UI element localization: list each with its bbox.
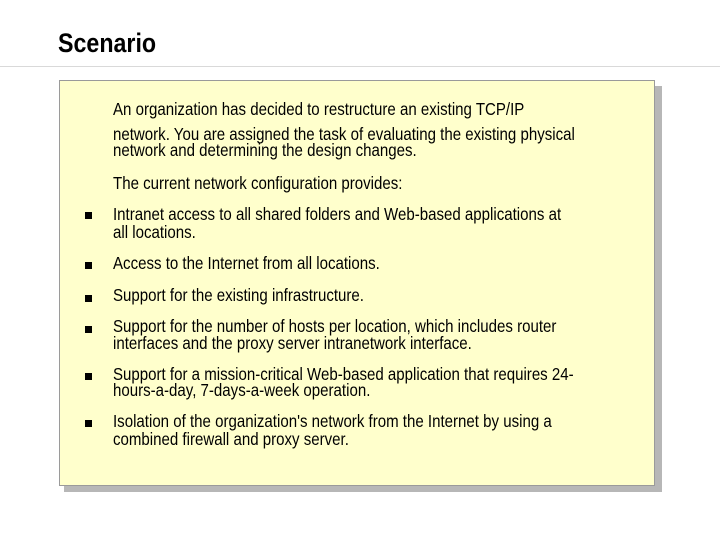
bullet-5-line-2: hours-a-day, 7-days-a-week operation. [113, 380, 371, 400]
subheading: The current network configuration provides: [113, 173, 403, 193]
square-bullet-icon [85, 262, 92, 269]
bullet-4-line-2: interfaces and the proxy server intranetwork interface. [113, 333, 472, 353]
intro-line-2: network. You are assigned the task of evaluating the existing physical [113, 124, 575, 144]
bullet-5-line-1: Support for a mission-critical Web-based application that requires 24- [113, 364, 574, 384]
bullet-1-line-1: Intranet access to all shared folders and Web-based applications at [113, 204, 562, 224]
intro-line-1: An organization has decided to restructure an existing TCP/IP [113, 99, 525, 119]
title-divider [0, 66, 720, 67]
square-bullet-icon [85, 295, 92, 302]
bullet-6-line-2: combined firewall and proxy server. [113, 429, 349, 449]
square-bullet-icon [85, 326, 92, 333]
slide-title: Scenario [58, 28, 157, 58]
bullet-2-line-1: Access to the Internet from all locations. [113, 253, 380, 273]
square-bullet-icon [85, 373, 92, 380]
square-bullet-icon [85, 212, 92, 219]
bullet-6-line-1: Isolation of the organization's network from the Internet by using a [113, 411, 552, 431]
square-bullet-icon [85, 420, 92, 427]
bullet-4-line-1: Support for the number of hosts per location, which includes router [113, 316, 557, 336]
bullet-1-line-2: all locations. [113, 222, 196, 242]
bullet-3-line-1: Support for the existing infrastructure. [113, 285, 364, 305]
intro-line-3: network and determining the design changes. [113, 140, 417, 160]
